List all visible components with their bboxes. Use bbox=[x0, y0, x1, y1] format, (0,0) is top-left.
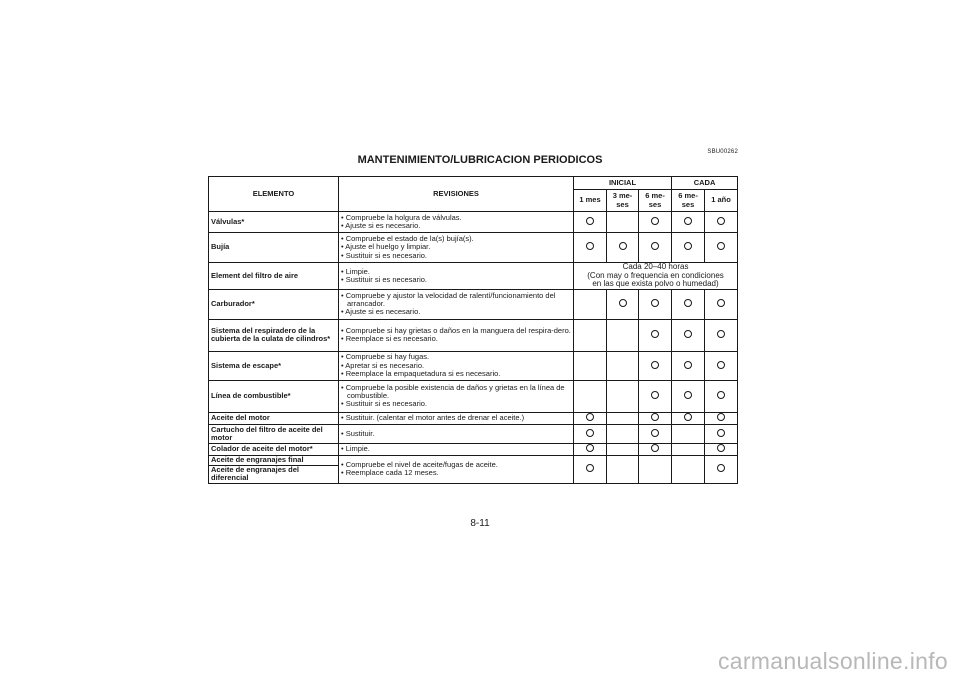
interval-cell bbox=[705, 319, 738, 351]
table-row bbox=[209, 319, 738, 351]
table-row bbox=[209, 212, 738, 233]
interval-cell bbox=[672, 351, 705, 380]
revision-cell bbox=[339, 263, 574, 290]
revision-item: • Compruebe la holgura de válvulas. bbox=[341, 212, 462, 222]
interval-cell bbox=[705, 424, 738, 443]
interval-cell bbox=[574, 443, 607, 455]
check-circle-icon bbox=[651, 429, 659, 437]
header-row-top bbox=[209, 177, 738, 190]
revision-item: • Apretar si es necesario. bbox=[341, 360, 425, 370]
element-cell: Colador de aceite del motor* bbox=[209, 443, 339, 455]
table-row bbox=[209, 263, 738, 290]
check-circle-icon bbox=[651, 330, 659, 338]
check-circle-icon bbox=[586, 464, 594, 472]
check-circle-icon bbox=[717, 299, 725, 307]
check-circle-icon bbox=[717, 444, 725, 452]
check-circle-icon bbox=[684, 361, 692, 369]
element-cell: Aceite del motor bbox=[209, 412, 339, 424]
revision-cell bbox=[339, 289, 574, 319]
check-circle-icon bbox=[684, 217, 692, 225]
header-period: 1 mes bbox=[574, 190, 607, 212]
revision-item: • Sustituir si es necesario. bbox=[341, 274, 427, 284]
revision-cell bbox=[339, 455, 574, 483]
check-circle-icon bbox=[717, 242, 725, 250]
check-circle-icon bbox=[684, 391, 692, 399]
revision-item: • Reemplace cada 12 meses. bbox=[341, 468, 439, 478]
maintenance-table bbox=[208, 176, 738, 484]
interval-cell bbox=[705, 412, 738, 424]
table-row bbox=[209, 289, 738, 319]
interval-cell bbox=[705, 289, 738, 319]
page-title: MANTENIMIENTO/LUBRICACION PERIODICOS bbox=[357, 154, 603, 166]
element-cell: Aceite de engranajes del diferencial bbox=[209, 465, 339, 483]
revision-item: • Sustituir si es necesario. bbox=[341, 399, 427, 409]
revision-item: • Ajuste el huelgo y limpiar. bbox=[341, 242, 431, 252]
interval-cell bbox=[607, 212, 639, 233]
element-cell: Cartucho del filtro de aceite del motor bbox=[209, 424, 339, 443]
check-circle-icon bbox=[651, 391, 659, 399]
interval-cell bbox=[639, 455, 672, 483]
revision-item: • Sustituir. (calentar el motor antes de drenar el aceite.) bbox=[341, 413, 525, 423]
interval-cell bbox=[672, 443, 705, 455]
element-cell: Aceite de engranajes final bbox=[209, 455, 339, 465]
interval-cell bbox=[672, 233, 705, 263]
interval-cell bbox=[607, 455, 639, 483]
revision-cell bbox=[339, 380, 574, 412]
header-period: 3 me- ses bbox=[607, 190, 639, 212]
revision-cell bbox=[339, 212, 574, 233]
interval-cell bbox=[574, 233, 607, 263]
interval-cell bbox=[607, 233, 639, 263]
element-cell: Sistema de escape* bbox=[209, 351, 339, 380]
interval-cell bbox=[607, 443, 639, 455]
document-code: SBU00262 bbox=[707, 149, 738, 155]
check-circle-icon bbox=[586, 444, 594, 452]
interval-note: Cada 20–40 horas (Con may o frequencia en condiciones en las que exista polvo o humedad) bbox=[574, 263, 738, 290]
check-circle-icon bbox=[651, 217, 659, 225]
check-circle-icon bbox=[651, 242, 659, 250]
table-row bbox=[209, 443, 738, 455]
header-period: 6 me- ses bbox=[639, 190, 672, 212]
interval-cell bbox=[672, 319, 705, 351]
check-circle-icon bbox=[717, 429, 725, 437]
interval-cell bbox=[574, 319, 607, 351]
check-circle-icon bbox=[684, 330, 692, 338]
table-row bbox=[209, 380, 738, 412]
interval-cell bbox=[574, 455, 607, 483]
revision-item: • Sustituir. bbox=[341, 428, 375, 438]
interval-cell bbox=[607, 380, 639, 412]
header-period: 6 me- ses bbox=[672, 190, 705, 212]
check-circle-icon bbox=[684, 413, 692, 421]
check-circle-icon bbox=[619, 242, 627, 250]
check-circle-icon bbox=[684, 242, 692, 250]
revision-item: • Compruebe si hay grietas o daños en la manguera del respira-dero. bbox=[341, 326, 571, 336]
revision-item: • Compruebe y ajustor la velocidad de ralentí/funcionamiento del arrancador. bbox=[341, 290, 556, 309]
revision-cell bbox=[339, 443, 574, 455]
interval-cell bbox=[574, 380, 607, 412]
check-circle-icon bbox=[717, 464, 725, 472]
header-revisiones: REVISIONES bbox=[339, 177, 574, 212]
check-circle-icon bbox=[651, 361, 659, 369]
element-cell: Sistema del respiradero de la cubierta de la culata de cilindros* bbox=[209, 319, 339, 351]
interval-cell bbox=[574, 424, 607, 443]
revision-cell bbox=[339, 351, 574, 380]
interval-cell bbox=[639, 233, 672, 263]
header-elemento: ELEMENTO bbox=[209, 177, 339, 212]
interval-cell bbox=[705, 351, 738, 380]
revision-cell bbox=[339, 412, 574, 424]
interval-cell bbox=[705, 233, 738, 263]
check-circle-icon bbox=[717, 217, 725, 225]
interval-cell bbox=[639, 424, 672, 443]
interval-cell bbox=[705, 212, 738, 233]
interval-cell bbox=[639, 212, 672, 233]
revision-item: • Compruebe si hay fugas. bbox=[341, 352, 430, 362]
element-cell: Bujía bbox=[209, 233, 339, 263]
check-circle-icon bbox=[619, 299, 627, 307]
interval-cell bbox=[639, 319, 672, 351]
check-circle-icon bbox=[651, 299, 659, 307]
interval-cell bbox=[639, 380, 672, 412]
revision-item: • Compruebe el nivel de aceite/fugas de aceite. bbox=[341, 460, 498, 470]
check-circle-icon bbox=[586, 429, 594, 437]
interval-cell bbox=[607, 424, 639, 443]
check-circle-icon bbox=[717, 361, 725, 369]
revision-item: • Ajuste si es necesario. bbox=[341, 221, 421, 230]
interval-cell bbox=[574, 212, 607, 233]
interval-cell bbox=[639, 443, 672, 455]
table-row bbox=[209, 424, 738, 443]
interval-cell bbox=[574, 289, 607, 319]
interval-cell bbox=[574, 412, 607, 424]
check-circle-icon bbox=[586, 242, 594, 250]
element-cell: Línea de combustible* bbox=[209, 380, 339, 412]
table-row bbox=[209, 233, 738, 263]
interval-cell bbox=[705, 443, 738, 455]
interval-cell bbox=[607, 351, 639, 380]
header-period: 1 año bbox=[705, 190, 738, 212]
check-circle-icon bbox=[717, 330, 725, 338]
check-circle-icon bbox=[586, 217, 594, 225]
header-cada: CADA bbox=[672, 177, 738, 190]
revision-item: • Limpie. bbox=[341, 266, 370, 276]
interval-cell bbox=[607, 289, 639, 319]
interval-cell bbox=[672, 424, 705, 443]
table-row bbox=[209, 412, 738, 424]
interval-cell bbox=[672, 455, 705, 483]
revision-item: • Compruebe el estado de la(s) bujía(s). bbox=[341, 234, 474, 244]
interval-cell bbox=[672, 212, 705, 233]
page-number: 8-11 bbox=[470, 518, 490, 529]
table-body bbox=[209, 212, 738, 484]
interval-cell bbox=[607, 319, 639, 351]
interval-cell bbox=[705, 380, 738, 412]
table-row bbox=[209, 351, 738, 380]
revision-cell bbox=[339, 424, 574, 443]
element-cell: Válvulas* bbox=[209, 212, 339, 233]
interval-cell bbox=[639, 289, 672, 319]
revision-cell bbox=[339, 319, 574, 351]
watermark: carmanualsonline.info bbox=[717, 648, 948, 674]
revision-item: • Sustituir si es necesario. bbox=[341, 250, 427, 260]
revision-item: • Reemplace si es necesario. bbox=[341, 334, 438, 344]
interval-cell bbox=[705, 455, 738, 483]
interval-cell bbox=[672, 412, 705, 424]
header-inicial: INICIAL bbox=[574, 177, 672, 190]
revision-item: • Reemplace la empaquetadura si es necesario. bbox=[341, 368, 501, 378]
element-cell: Carburador* bbox=[209, 289, 339, 319]
interval-cell bbox=[639, 351, 672, 380]
interval-cell bbox=[574, 351, 607, 380]
check-circle-icon bbox=[586, 413, 594, 421]
check-circle-icon bbox=[717, 391, 725, 399]
check-circle-icon bbox=[684, 299, 692, 307]
check-circle-icon bbox=[651, 444, 659, 452]
element-cell: Element del filtro de aire bbox=[209, 263, 339, 290]
revision-item: • Compruebe la posible existencia de daños y grietas en la línea de combustible. bbox=[341, 382, 565, 401]
revision-cell bbox=[339, 233, 574, 263]
revision-item: • Ajuste si es necesario. bbox=[341, 307, 421, 317]
interval-cell bbox=[672, 289, 705, 319]
check-circle-icon bbox=[651, 413, 659, 421]
check-circle-icon bbox=[717, 413, 725, 421]
interval-cell bbox=[607, 412, 639, 424]
interval-cell bbox=[672, 380, 705, 412]
interval-cell bbox=[639, 412, 672, 424]
revision-item: • Limpie. bbox=[341, 444, 370, 454]
table-row bbox=[209, 455, 738, 465]
